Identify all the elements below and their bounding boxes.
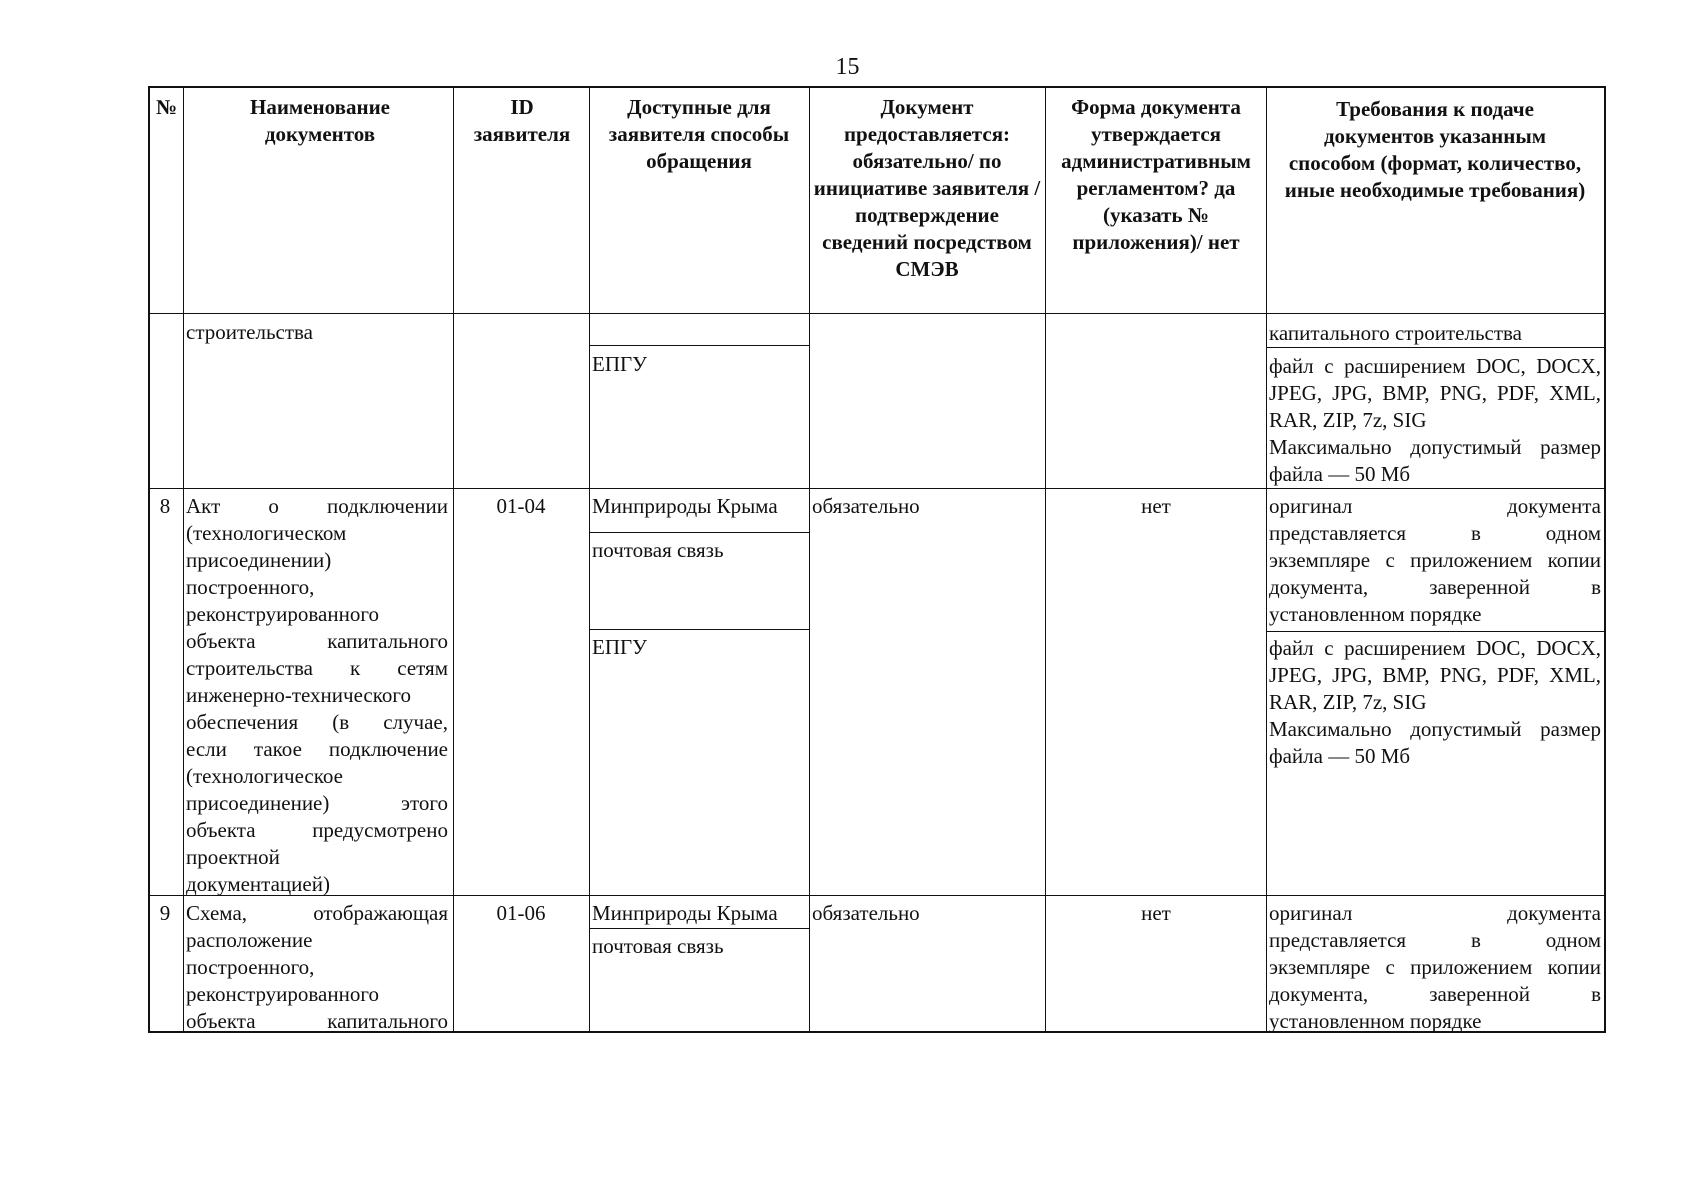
req-line: оригинал документа: [1269, 494, 1601, 518]
page-number: 15: [835, 54, 860, 80]
name-line: (технологическом: [186, 521, 347, 545]
name-line: построенного,: [186, 575, 315, 599]
name-line: расположение: [186, 928, 313, 952]
header-name: Наименование документов: [250, 95, 390, 146]
row8-form: нет: [1141, 494, 1171, 518]
row8-method-1: Минприроды Крыма: [592, 494, 778, 518]
req-line: файла — 50 Мб: [1269, 462, 1411, 486]
name-line: строительства к сетям: [186, 656, 448, 680]
req-line: RAR, ZIP, 7z, SIG: [1269, 408, 1427, 432]
row9-req-original-cell: [1269, 900, 1601, 1035]
col-divider: [183, 88, 184, 1031]
header-methods: Доступные для заявителя способы обращения: [608, 95, 790, 173]
req-line: документа, заверенной в: [1269, 982, 1601, 1006]
row8-req-original-cell: [1269, 493, 1601, 628]
row9-provided: обязательно: [812, 901, 920, 925]
row8-num: 8: [159, 494, 171, 518]
subcell-divider: [589, 345, 809, 346]
req-line: экземпляре с приложением копии: [1269, 955, 1601, 979]
col-divider: [809, 88, 810, 1031]
name-line: присоединении): [186, 548, 332, 572]
req-line: JPEG, JPG, BMP, PNG, PDF, XML,: [1269, 381, 1601, 405]
row8-method-3: ЕПГУ: [592, 635, 648, 659]
header-provided: Документ предоставляется: обязательно/ по инициативе заявителя /подтверждение сведений посредством СМЭВ: [813, 95, 1041, 281]
row9-form: нет: [1141, 901, 1171, 925]
req-line: документа, заверенной в: [1269, 575, 1601, 599]
subcell-divider: [589, 928, 809, 929]
name-line: объекта предусмотрено: [186, 818, 448, 842]
cont-method-epgu: ЕПГУ: [592, 352, 648, 376]
req-line: файла — 50 Мб: [1269, 744, 1411, 768]
row9-num: 9: [159, 901, 171, 925]
row8-id: 01-04: [496, 494, 546, 518]
name-line: (технологическое: [186, 764, 343, 788]
row8-provided: обязательно: [812, 494, 920, 518]
col-divider: [589, 88, 590, 1031]
req-line: файл с расширением DOC, DOCX,: [1269, 354, 1601, 378]
name-line: Схема, отображающая: [186, 901, 448, 925]
subcell-divider: [1266, 631, 1604, 632]
req-line: оригинал документа: [1269, 901, 1601, 925]
header-id: ID заявителя: [473, 95, 571, 146]
subcell-divider: [1266, 347, 1604, 348]
req-line: Максимально допустимый размер: [1269, 717, 1601, 741]
req-line: RAR, ZIP, 7z, SIG: [1269, 690, 1427, 714]
req-line: установленном порядке: [1269, 602, 1482, 626]
row8-req-file-cell: [1269, 635, 1601, 770]
name-line: если такое подключение: [186, 737, 448, 761]
subcell-divider: [589, 629, 809, 630]
name-line: документацией): [186, 872, 330, 896]
name-line: инженерно-технического: [186, 683, 411, 707]
req-line: установленном порядке: [1269, 1009, 1482, 1033]
name-line: проектной: [186, 845, 280, 869]
row9-name-cell: [186, 900, 448, 1035]
name-line: построенного,: [186, 955, 315, 979]
header-requirements: Требования к подаче документов указанным способом (формат, количество, иные необходимые требования): [1284, 97, 1586, 202]
name-line: объекта капитального: [186, 1009, 448, 1033]
cont-req-file-cell: [1269, 353, 1601, 488]
header-num: №: [155, 95, 178, 119]
cont-name-cell: строительства: [186, 320, 314, 344]
col-divider: [1266, 88, 1267, 1031]
row9-method-2: почтовая связь: [592, 934, 724, 958]
documents-table: [148, 86, 1606, 1033]
subcell-divider: [589, 532, 809, 533]
row8-name-cell: [186, 493, 448, 898]
cont-req-top: капитального строительства: [1269, 321, 1522, 345]
row8-method-2: почтовая связь: [592, 538, 724, 562]
name-line: реконструированного: [186, 982, 379, 1006]
req-line: Максимально допустимый размер: [1269, 435, 1601, 459]
name-line: Акт о подключении: [186, 494, 448, 518]
req-line: файл с расширением DOC, DOCX,: [1269, 636, 1601, 660]
name-line: объекта капитального: [186, 629, 448, 653]
row9-method-1: Минприроды Крыма: [592, 901, 778, 925]
name-line: реконструированного: [186, 602, 379, 626]
req-line: представляется в одном: [1269, 521, 1601, 545]
row-divider: [150, 488, 1604, 489]
col-divider: [1045, 88, 1046, 1031]
name-line: присоединение) этого: [186, 791, 448, 815]
name-line: обеспечения (в случае,: [186, 710, 448, 734]
header-form: Форма документа утверждается административным регламентом? да (указать № приложения)/ нет: [1061, 95, 1251, 254]
row9-id: 01-06: [496, 901, 546, 925]
req-line: JPEG, JPG, BMP, PNG, PDF, XML,: [1269, 663, 1601, 687]
req-line: представляется в одном: [1269, 928, 1601, 952]
req-line: экземпляре с приложением копии: [1269, 548, 1601, 572]
row-divider: [150, 313, 1604, 314]
col-divider: [453, 88, 454, 1031]
